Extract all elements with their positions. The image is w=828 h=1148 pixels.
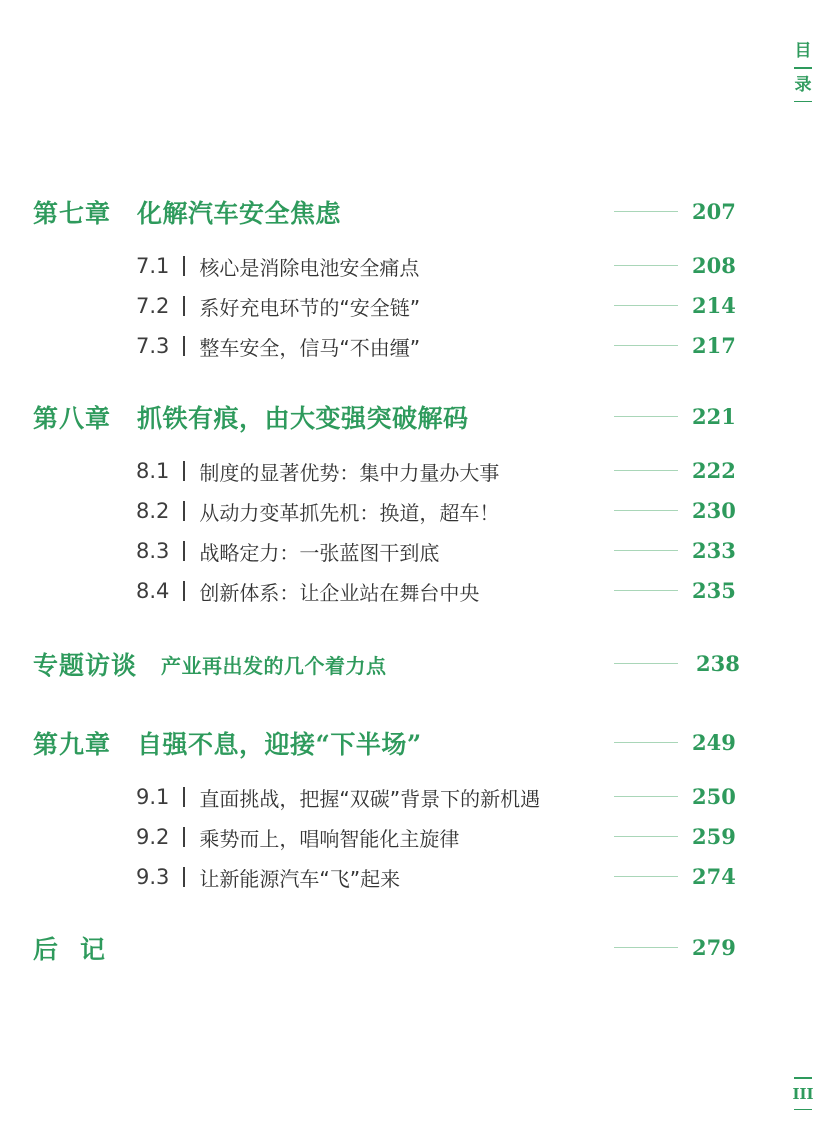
section-number: 7.1 <box>136 254 170 278</box>
section-number: 8.4 <box>136 579 170 603</box>
side-tab-divider <box>794 101 812 103</box>
page-number: 274 <box>692 864 736 889</box>
section-separator <box>183 787 185 807</box>
leader-line <box>614 510 678 511</box>
toc-section-7-2[interactable] <box>0 286 828 326</box>
section-separator <box>183 827 185 847</box>
section-number: 7.3 <box>136 334 170 358</box>
toc-afterword[interactable] <box>0 928 828 968</box>
section-number: 8.2 <box>136 499 170 523</box>
folio-divider <box>794 1109 812 1111</box>
page-number: 221 <box>692 404 736 429</box>
section-title: 让新能源汽车“飞”起来 <box>199 866 401 891</box>
section-title: 系好充电环节的“安全链” <box>199 295 421 320</box>
toc-chapter-8[interactable] <box>0 397 828 437</box>
page-number: 217 <box>692 333 736 358</box>
section-separator <box>183 867 185 887</box>
chapter-title: 抓铁有痕，由大变强突破解码 <box>137 404 469 433</box>
section-number: 9.3 <box>136 865 170 889</box>
leader-line <box>614 590 678 591</box>
leader-line <box>614 470 678 471</box>
section-title: 整车安全，信马“不由缰” <box>199 335 421 360</box>
toc-section-8-1[interactable] <box>0 451 828 491</box>
section-separator <box>183 336 185 356</box>
toc-section-8-2[interactable] <box>0 491 828 531</box>
chapter-label: 专题访谈 <box>33 651 138 680</box>
page-number: 249 <box>692 730 736 755</box>
page-number: 207 <box>692 199 736 224</box>
side-tab-char: 目 <box>794 41 812 61</box>
toc-chapter-7[interactable] <box>0 192 828 232</box>
page-number: 214 <box>692 293 736 318</box>
section-separator <box>183 296 185 316</box>
folio-divider <box>794 1077 812 1079</box>
folio-number: III <box>792 1084 814 1103</box>
section-title: 制度的显著优势：集中力量办大事 <box>199 460 500 485</box>
leader-line <box>614 550 678 551</box>
chapter-label: 第九章 <box>33 730 112 759</box>
chapter-label: 第八章 <box>33 404 112 433</box>
section-separator <box>183 501 185 521</box>
section-title: 创新体系：让企业站在舞台中央 <box>199 580 480 605</box>
leader-line <box>614 947 678 948</box>
section-title: 直面挑战，把握“双碳”背景下的新机遇 <box>199 786 541 811</box>
chapter-label: 后记 <box>33 935 128 964</box>
leader-line <box>614 416 678 417</box>
leader-line <box>614 836 678 837</box>
toc-side-tab <box>792 40 814 107</box>
toc-section-9-3[interactable] <box>0 857 828 897</box>
section-title: 从动力变革抓先机：换道，超车！ <box>199 500 500 525</box>
chapter-label: 第七章 <box>33 199 112 228</box>
section-title: 乘势而上，唱响智能化主旋律 <box>199 826 460 851</box>
section-separator <box>183 461 185 481</box>
page-number: 279 <box>692 935 736 960</box>
leader-line <box>614 211 678 212</box>
section-separator <box>183 256 185 276</box>
leader-line <box>614 876 678 877</box>
chapter-title: 自强不息，迎接“下半场” <box>137 730 422 759</box>
toc-section-7-1[interactable] <box>0 246 828 286</box>
folio <box>792 1072 814 1115</box>
leader-line <box>614 742 678 743</box>
page-number: 238 <box>696 651 740 676</box>
section-number: 7.2 <box>136 294 170 318</box>
page-number: 233 <box>692 538 736 563</box>
page-number: 250 <box>692 784 736 809</box>
section-separator <box>183 581 185 601</box>
leader-line <box>614 796 678 797</box>
toc-section-9-2[interactable] <box>0 817 828 857</box>
chapter-title: 产业再出发的几个着力点 <box>161 653 387 678</box>
leader-line <box>614 345 678 346</box>
page-number: 259 <box>692 824 736 849</box>
leader-line <box>614 663 678 664</box>
leader-line <box>614 305 678 306</box>
leader-line <box>614 265 678 266</box>
toc-section-8-3[interactable] <box>0 531 828 571</box>
toc-chapter-9[interactable] <box>0 723 828 763</box>
toc-special-interview[interactable] <box>0 644 828 684</box>
page-number: 222 <box>692 458 736 483</box>
side-tab-char: 录 <box>794 74 812 95</box>
toc-section-8-4[interactable] <box>0 571 828 611</box>
page-number: 230 <box>692 498 736 523</box>
page-number: 208 <box>692 253 736 278</box>
section-number: 9.1 <box>136 785 170 809</box>
toc-section-7-3[interactable] <box>0 326 828 366</box>
section-number: 8.1 <box>136 459 170 483</box>
section-title: 战略定力：一张蓝图干到底 <box>199 540 440 565</box>
section-number: 8.3 <box>136 539 170 563</box>
chapter-title: 化解汽车安全焦虑 <box>137 199 342 228</box>
side-tab-divider <box>794 67 812 69</box>
page-number: 235 <box>692 578 736 603</box>
section-separator <box>183 541 185 561</box>
section-number: 9.2 <box>136 825 170 849</box>
section-title: 核心是消除电池安全痛点 <box>199 255 420 280</box>
toc-section-9-1[interactable] <box>0 777 828 817</box>
